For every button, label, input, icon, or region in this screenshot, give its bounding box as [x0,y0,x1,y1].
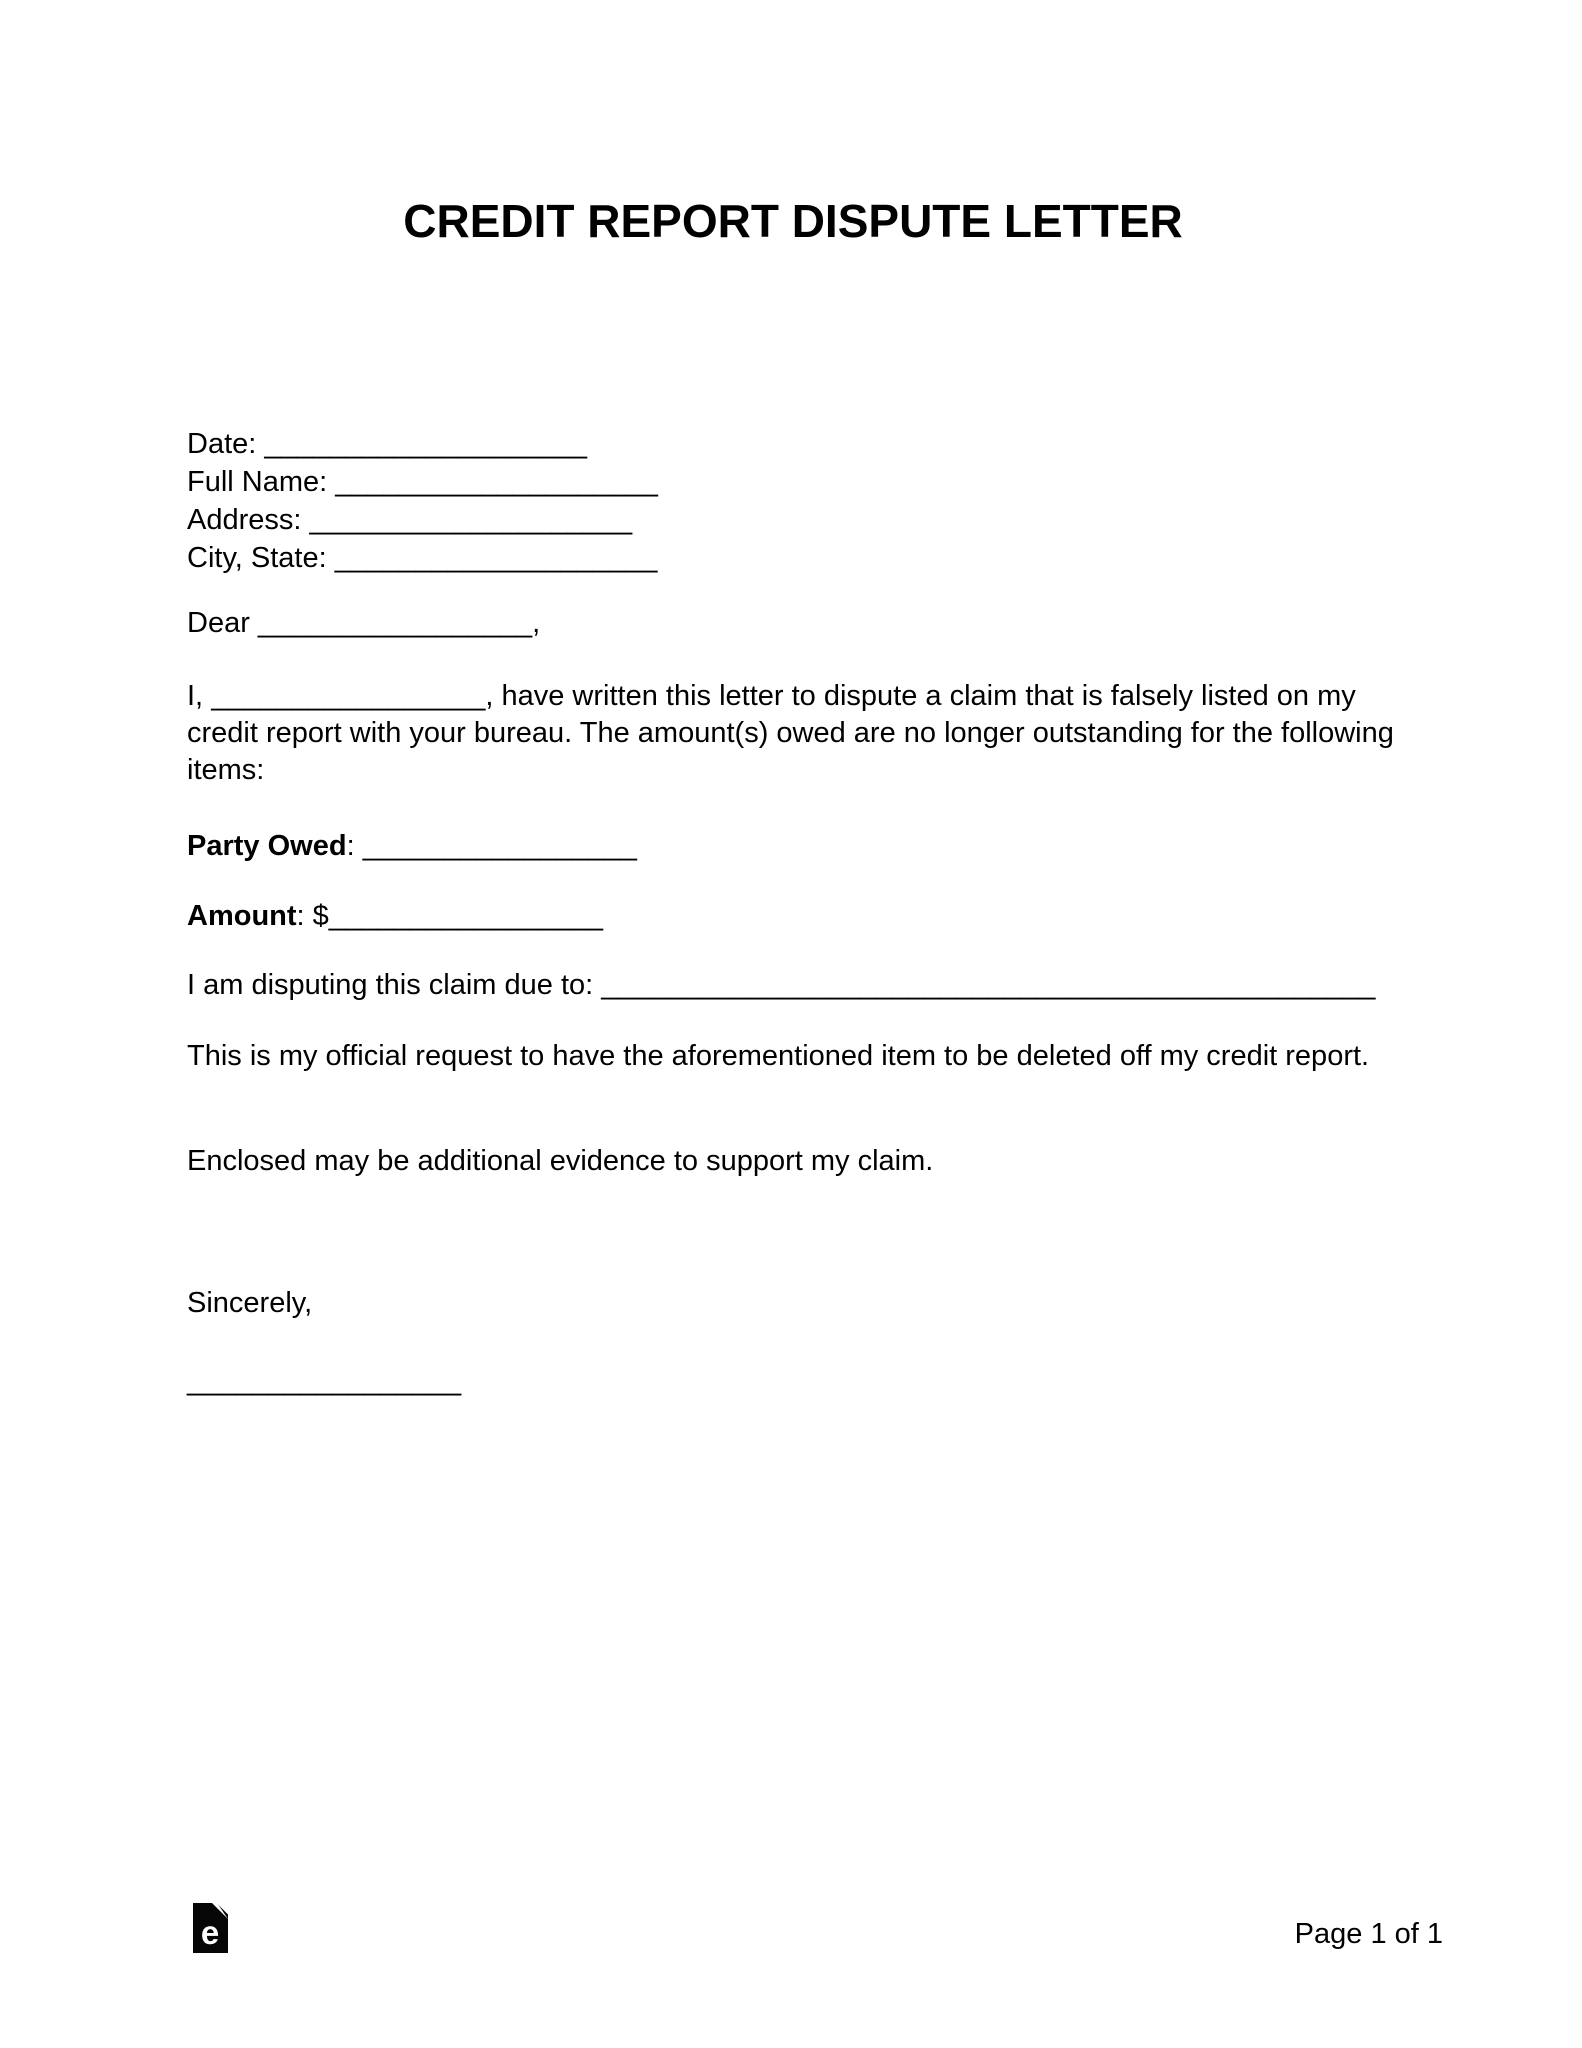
full-name-line [187,463,1399,501]
sender-info-block [187,425,1399,577]
closing-word: Sincerely, [187,1287,313,1319]
address-label: Address: [187,504,302,536]
full-name-label: Full Name: [187,466,328,498]
salutation-line [187,605,1399,642]
signature-blank[interactable]: _________________ [187,1365,462,1397]
page-indicator: Page 1 of 1 [1294,1918,1443,1950]
deletion-request-paragraph: This is my official request to have the aforementioned item to be deleted off my credit report. [187,1040,1370,1072]
signature-line [187,1363,1399,1400]
eforms-document-logo-icon [193,1903,228,1953]
party-owed-label: Party Owed [187,830,347,862]
salutation-prefix: Dear [187,607,250,639]
dispute-reason-line [187,967,1399,1004]
address-blank[interactable]: ____________________ [309,504,633,536]
salutation-suffix: , [532,607,541,639]
recipient-blank[interactable]: _________________ [257,607,533,639]
city-state-line [187,539,1399,577]
date-label: Date: [187,428,257,460]
amount-line [187,898,1399,935]
date-blank[interactable]: ____________________ [264,428,587,460]
full-name-blank[interactable]: ____________________ [335,466,658,498]
date-line [187,425,1399,463]
opening-body-text: , have written this letter to dispute a claim that is falsely listed on my credit report with your bureau. The amount(s) owed are no longer outstanding for the following items: [187,680,1394,786]
party-owed-blank[interactable]: _________________ [362,830,637,862]
dispute-reason-blank[interactable]: ________________________________________________ [601,969,1376,1001]
declarant-name-blank[interactable]: _________________ [211,680,486,712]
amount-label: Amount [187,900,297,932]
logo-letter: e [200,1914,220,1951]
city-state-label: City, State: [187,542,327,574]
opening-prefix: I, [187,680,204,712]
party-owed-line [187,828,1399,865]
document-title: CREDIT REPORT DISPUTE LETTER [403,195,1183,247]
enclosure-paragraph: Enclosed may be additional evidence to support my claim. [187,1145,934,1177]
party-owed-separator: : [346,830,363,862]
dispute-reason-label: I am disputing this claim due to: [187,969,594,1001]
address-line [187,501,1399,539]
amount-blank[interactable]: _________________ [328,900,603,932]
opening-paragraph [187,678,1399,789]
city-state-blank[interactable]: ____________________ [334,542,658,574]
amount-separator: : $ [296,900,329,932]
